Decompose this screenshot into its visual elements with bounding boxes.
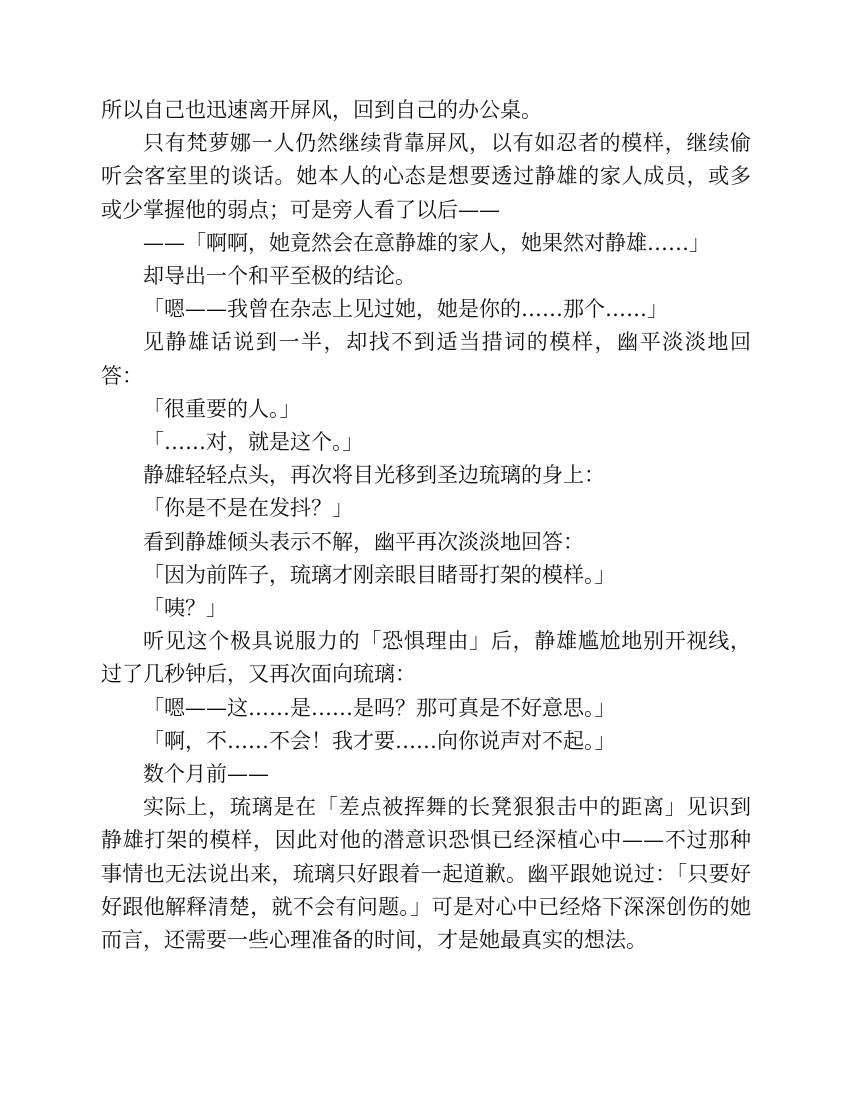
paragraph: 「很重要的人。」: [143, 396, 301, 421]
paragraph: 「……对，就是这个。」: [143, 430, 364, 455]
paragraph: 「嗯——这……是……是吗？那可真是不好意思。」: [143, 695, 616, 720]
paragraph: 「啊，不……不会！我才要……向你说声对不起。」: [143, 728, 616, 753]
paragraph: ——「啊啊，她竟然会在意静雄的家人，她果然对静雄……」: [143, 230, 710, 255]
paragraph: 所以自己也迅速离开屏风，回到自己的办公桌。: [101, 98, 542, 122]
paragraph: 见静雄话说到一半，却找不到适当措词的模样，幽平淡淡地回答：: [101, 330, 751, 388]
paragraph: 「因为前阵子，琉璃才刚亲眼目睹哥打架的模样。」: [143, 562, 616, 587]
paragraph: 只有梵萝娜一人仍然继续背靠屏风，以有如忍者的模样，继续偷听会客室里的谈话。她本人的心态是想要透过静雄的家人成员，或多或少掌握他的弱点；可是旁人看了以后——: [101, 131, 751, 222]
paragraph: 「你是不是在发抖？」: [143, 496, 353, 521]
paragraph: 「咦？」: [143, 596, 227, 621]
paragraph: 静雄轻轻点头，再次将目光移到圣边琉璃的身上：: [143, 463, 605, 488]
paragraph: 「嗯——我曾在杂志上见过她，她是你的……那个……」: [143, 297, 668, 322]
paragraph: 数个月前——: [143, 762, 269, 787]
paragraph: 看到静雄倾头表示不解，幽平再次淡淡地回答：: [143, 529, 584, 554]
paragraph: 却导出一个和平至极的结论。: [143, 264, 416, 289]
paragraph: 实际上，琉璃是在「差点被挥舞的长凳狠狠击中的距离」见识到静雄打架的模样，因此对他的潜意识恐惧已经深植心中——不过那种事情也无法说出来，琉璃只好跟着一起道歉。幽平跟她说过：「只要好好跟他解释清楚，就不会有问题。」可是对心中已经烙下深深创伤的她而言，还需要一些心理准备的时间，才是她最真实的想法。: [101, 795, 751, 953]
paragraph: 听见这个极具说服力的「恐惧理由」后，静雄尴尬地别开视线，过了几秒钟后，又再次面向琉璃：: [101, 629, 751, 687]
document-page: [101, 94, 751, 957]
